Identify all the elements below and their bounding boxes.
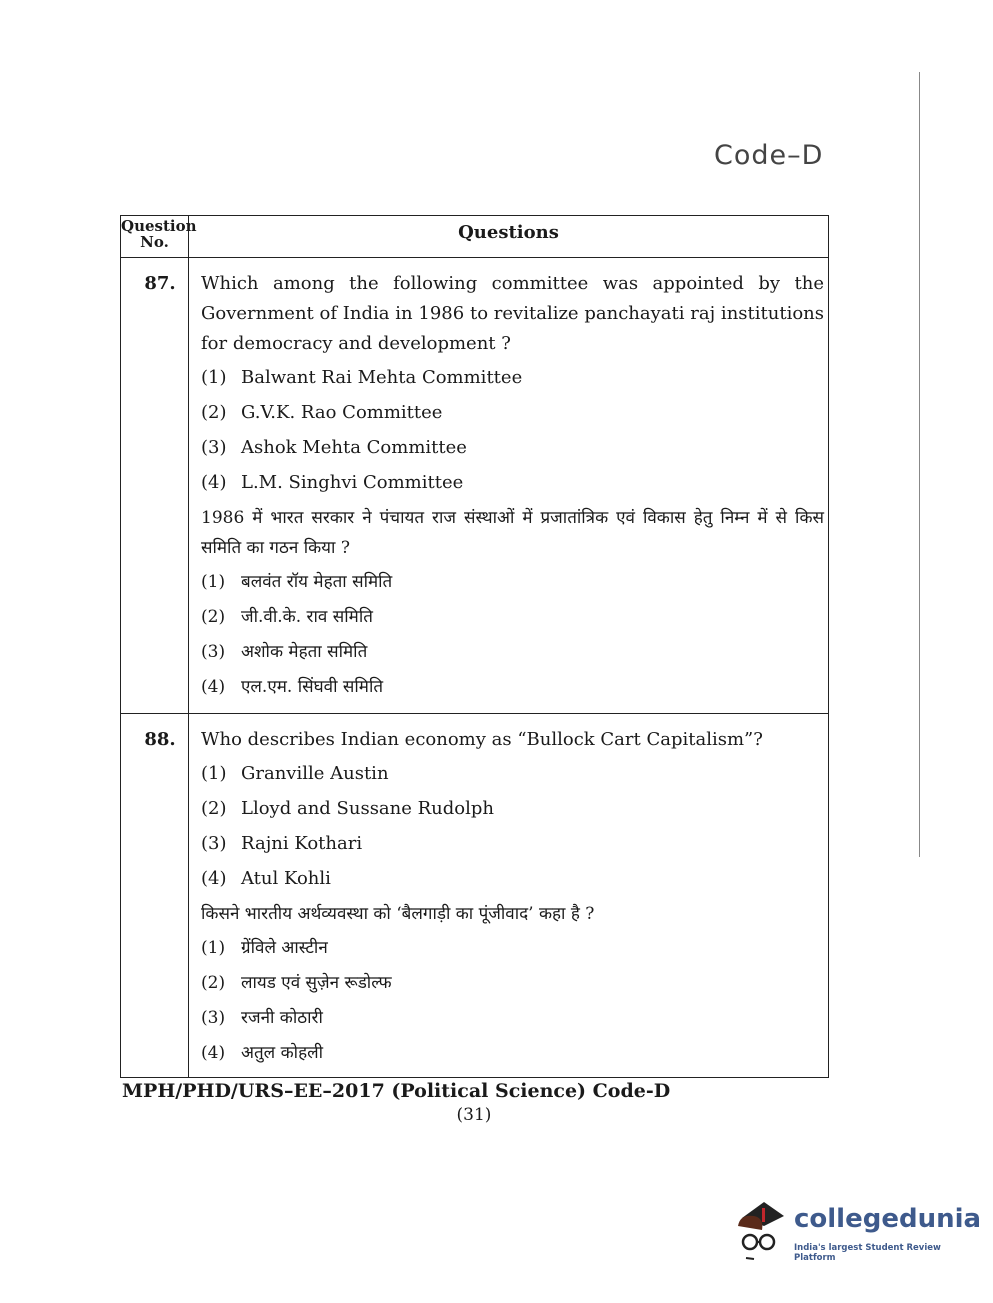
option: [201, 602, 824, 637]
option: [201, 1003, 824, 1038]
option-text: बलवंत रॉय मेहता समिति: [241, 572, 393, 592]
option-text: Ashok Mehta Committee: [241, 437, 467, 458]
header-qno-line1: Question: [121, 217, 197, 235]
option: [201, 567, 824, 602]
option-number: (4): [201, 472, 227, 493]
option-number: (1): [201, 763, 227, 784]
option-text: Lloyd and Sussane Rudolph: [241, 798, 495, 819]
option: [201, 1038, 824, 1073]
option: [201, 672, 824, 707]
option: [201, 433, 824, 468]
paper-code: Code–D: [714, 140, 824, 171]
option-text: Atul Kohli: [241, 868, 331, 889]
questions-table: [120, 215, 829, 1078]
option: [201, 637, 824, 672]
question-stem-hi: किसने भारतीय अर्थव्यवस्था को ‘बैलगाड़ी का पूंजीवाद’ कहा है ?: [201, 904, 595, 924]
brand-name: collegedunia: [794, 1204, 982, 1234]
question-body: [201, 725, 824, 1073]
question-stem-en: Who describes Indian economy as “Bullock Cart Capitalism”?: [201, 729, 763, 750]
option-text: जी.वी.के. राव समिति: [241, 607, 373, 627]
option-number: (1): [201, 367, 227, 388]
option: [201, 968, 824, 1003]
option-text: Rajni Kothari: [241, 833, 363, 854]
option: [201, 468, 824, 503]
scan-margin-line: [919, 72, 920, 857]
option-number: (3): [201, 437, 227, 458]
option: [201, 864, 824, 899]
column-divider: [188, 216, 189, 1077]
option: [201, 794, 824, 829]
row-divider: [121, 713, 828, 714]
option-number: (2): [201, 607, 226, 627]
header-questions: Questions: [458, 222, 559, 243]
option-number: (3): [201, 642, 226, 662]
mascot-icon: [734, 1196, 792, 1262]
option-text: Granville Austin: [241, 763, 389, 784]
option: [201, 759, 824, 794]
question-stem-en: Which among the following committee was appointed by the Government of India in 1986 to revitalize panchayati raj institutions for democracy and development ?: [201, 273, 824, 354]
option-text: ग्रेंविले आस्टीन: [241, 938, 328, 958]
option-text: L.M. Singhvi Committee: [241, 472, 464, 493]
question-stem-hi: 1986 में भारत सरकार ने पंचायत राज संस्थाओं में प्रजातांत्रिक एवं विकास हेतु निम्न में से किस समिति का गठन किया ?: [201, 508, 824, 558]
page-number: (31): [456, 1105, 492, 1125]
option: [201, 398, 824, 433]
option-number: (4): [201, 1043, 226, 1063]
option-text: G.V.K. Rao Committee: [241, 402, 443, 423]
brand-tagline: India's largest Student Review Platform: [794, 1243, 941, 1263]
option-text: अशोक मेहता समिति: [241, 642, 368, 662]
option-number: (3): [201, 833, 227, 854]
question-number: 88.: [144, 729, 176, 750]
option-text: Balwant Rai Mehta Committee: [241, 367, 523, 388]
option-number: (1): [201, 938, 226, 958]
option-text: रजनी कोठारी: [241, 1008, 323, 1028]
footer-exam-title: MPH/PHD/URS–EE–2017 (Political Science) Code-D: [122, 1080, 671, 1102]
option-text: अतुल कोहली: [241, 1043, 324, 1063]
option-number: (1): [201, 572, 226, 592]
option-number: (2): [201, 973, 226, 993]
header-question-no: [121, 217, 197, 251]
option: [201, 363, 824, 398]
option: [201, 829, 824, 864]
question-body: [201, 269, 824, 707]
option-number: (4): [201, 677, 226, 697]
option-number: (4): [201, 868, 227, 889]
header-divider: [121, 257, 828, 258]
option-number: (2): [201, 798, 227, 819]
option-number: (3): [201, 1008, 226, 1028]
collegedunia-watermark: [734, 1196, 982, 1266]
option: [201, 933, 824, 968]
option-text: एल.एम. सिंघवी समिति: [241, 677, 384, 697]
option-number: (2): [201, 402, 227, 423]
header-qno-line2: No.: [140, 233, 169, 251]
question-number: 87.: [144, 273, 176, 294]
option-text: लायड एवं सुज़ेन रूडोल्फ: [241, 973, 392, 993]
